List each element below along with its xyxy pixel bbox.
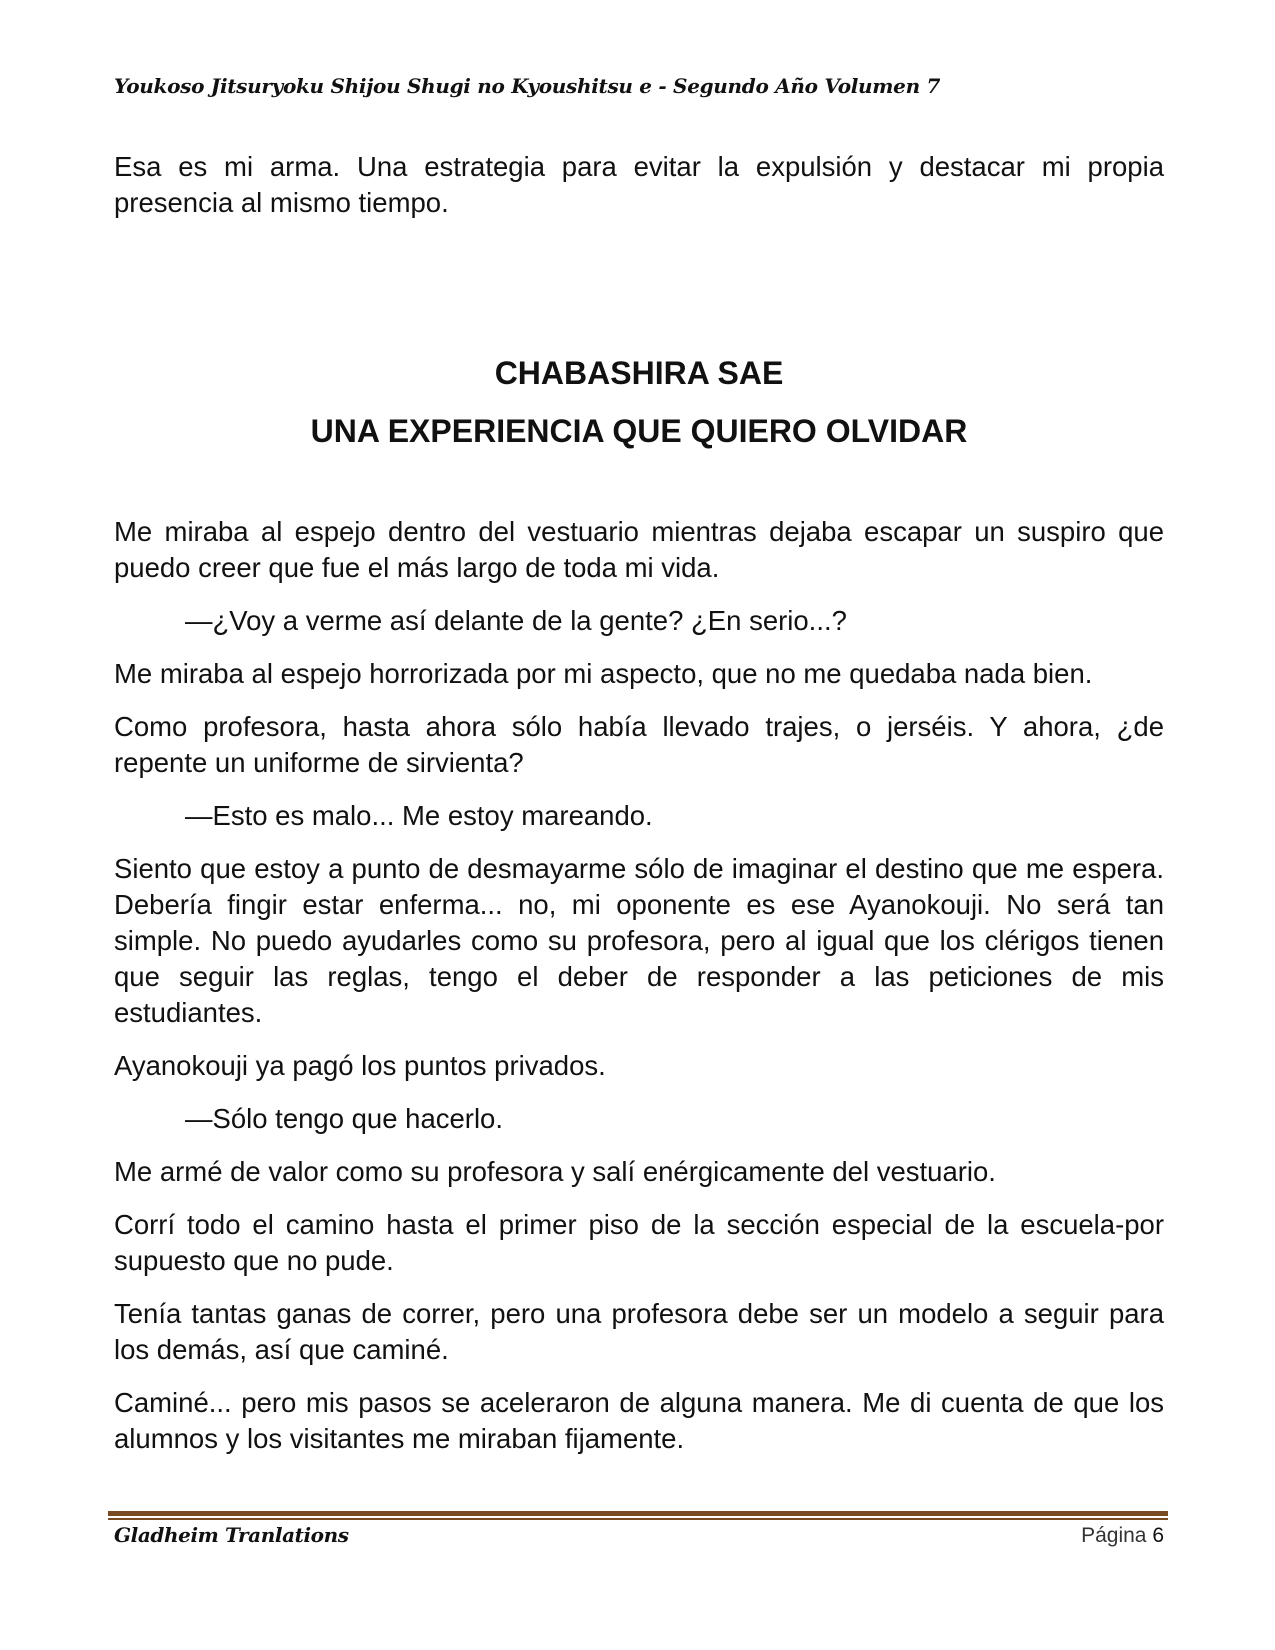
dialog-line: —Esto es malo... Me estoy mareando. [185,800,653,831]
chapter-heading [114,344,1164,460]
footer-rule-thick [108,1511,1168,1516]
footer-page-number [1081,1524,1164,1548]
paragraph: Me miraba al espejo horrorizada por mi aspecto, que no me quedaba nada bien. [114,658,1093,689]
dialog-line: —¿Voy a verme así delante de la gente? ¿En serio...? [185,605,847,636]
dialog-line: —Sólo tengo que hacerlo. [185,1103,503,1134]
paragraph: Me miraba al espejo dentro del vestuario mientras dejaba escapar un suspiro que puedo creer que fue el más largo de toda mi vida. [114,516,1164,583]
paragraph: Ayanokouji ya pagó los puntos privados. [114,1050,606,1081]
chapter-title-line-2: UNA EXPERIENCIA QUE QUIERO OLVIDAR [310,413,968,449]
page-number: 6 [1152,1524,1164,1547]
paragraph: Siento que estoy a punto de desmayarme sólo de imaginar el destino que me espera. Debería fingir estar enferma... no, mi oponente es ese Ayanokouji. No será tan simple. No puedo ayudarles como su profesora, pero al igual que los clérigos tienen que seguir las reglas, tengo el deber de responder a las peticiones de mis estudiantes. [114,853,1164,1028]
intro-section [114,149,1164,238]
footer-rule-thin [108,1518,1168,1520]
paragraph: Me armé de valor como su profesora y salí enérgicamente del vestuario. [114,1156,996,1187]
chapter-body [114,514,1164,1474]
page-label: Página [1081,1524,1147,1547]
paragraph: Como profesora, hasta ahora sólo había llevado trajes, o jerséis. Y ahora, ¿de repente un uniforme de sirvienta? [114,711,1164,778]
paragraph: Caminé... pero mis pasos se aceleraron de alguna manera. Me di cuenta de que los alumnos y los visitantes me miraban fijamente. [114,1387,1164,1454]
footer-publisher: Gladheim Tranlations [114,1523,349,1547]
footer-rule [108,1511,1168,1520]
chapter-title-line-1: CHABASHIRA SAE [494,355,784,391]
paragraph: Corrí todo el camino hasta el primer piso de la sección especial de la escuela-por supuesto que no pude. [114,1209,1164,1276]
intro-paragraph: Esa es mi arma. Una estrategia para evitar la expulsión y destacar mi propia presencia al mismo tiempo. [114,151,1164,218]
paragraph: Tenía tantas ganas de correr, pero una profesora debe ser un modelo a seguir para los demás, así que caminé. [114,1298,1164,1365]
running-header: Youkoso Jitsuryoku Shijou Shugi no Kyoushitsu e - Segundo Año Volumen 7 [114,74,941,98]
